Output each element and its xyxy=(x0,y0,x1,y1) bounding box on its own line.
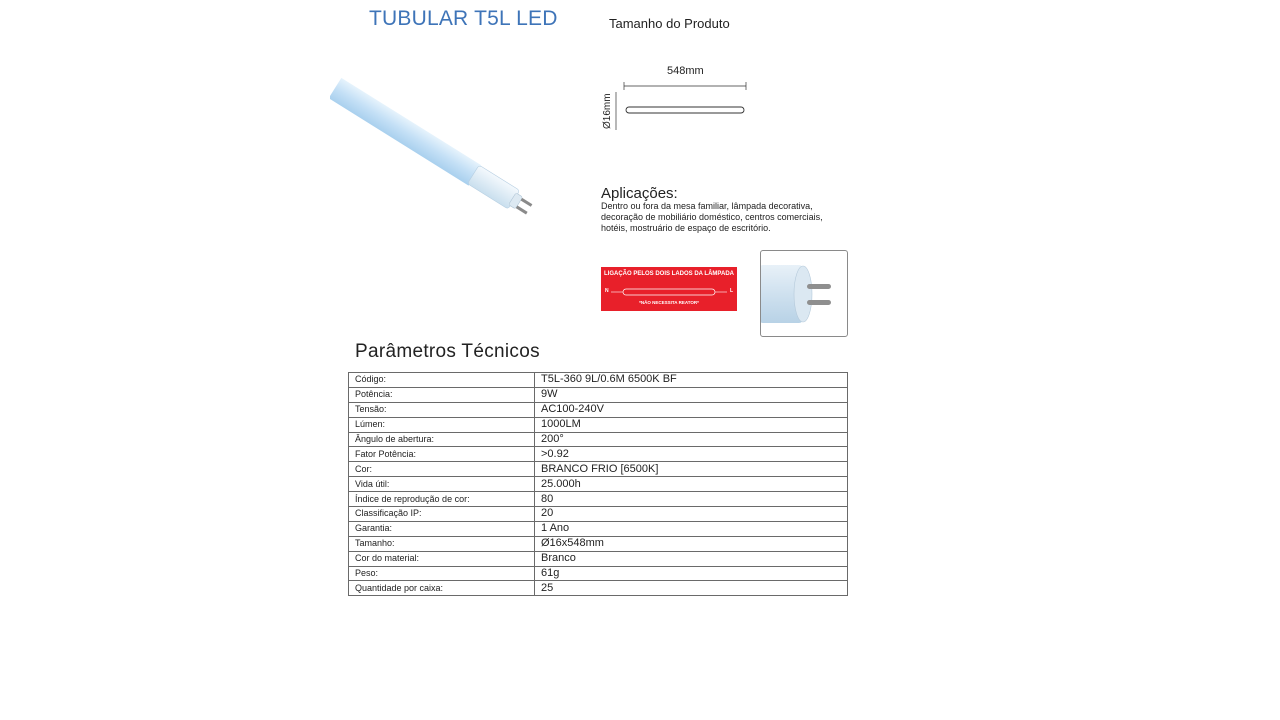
table-row xyxy=(349,551,848,566)
spec-value: 25 xyxy=(535,581,848,596)
table-row xyxy=(349,387,848,402)
wiring-label xyxy=(601,267,737,311)
length-label: 548mm xyxy=(667,65,704,77)
applications-heading: Aplicações: xyxy=(601,185,678,202)
spec-label: Cor do material: xyxy=(349,551,535,566)
spec-label: Ângulo de abertura: xyxy=(349,432,535,447)
spec-label: Quantidade por caixa: xyxy=(349,581,535,596)
spec-value: Branco xyxy=(535,551,848,566)
applications-text: Dentro ou fora da mesa familiar, lâmpada decorativa, decoração de mobiliário doméstico, centros comerciais, hotéis, mostruário de espaço de escritório. xyxy=(601,201,823,233)
spec-value: AC100-240V xyxy=(535,402,848,417)
table-row xyxy=(349,581,848,596)
spec-label: Cor: xyxy=(349,462,535,477)
table-row xyxy=(349,507,848,522)
params-heading: Parâmetros Técnicos xyxy=(355,341,540,362)
spec-label: Classificação IP: xyxy=(349,507,535,522)
spec-label: Código: xyxy=(349,373,535,388)
spec-value: 80 xyxy=(535,492,848,507)
tube-end-icon xyxy=(761,251,847,336)
spec-value: BRANCO FRIO [6500K] xyxy=(535,462,848,477)
spec-label: Vida útil: xyxy=(349,477,535,492)
table-row xyxy=(349,373,848,388)
spec-label: Tamanho: xyxy=(349,536,535,551)
spec-label: Garantia: xyxy=(349,521,535,536)
table-row xyxy=(349,477,848,492)
diameter-label: Ø16mm xyxy=(602,93,613,129)
spec-value: 1 Ano xyxy=(535,521,848,536)
table-row xyxy=(349,432,848,447)
tube-product-image xyxy=(330,70,570,230)
spec-value: 20 xyxy=(535,507,848,522)
wiring-line: L xyxy=(729,288,733,294)
spec-value: 25.000h xyxy=(535,477,848,492)
table-row xyxy=(349,566,848,581)
dimension-diagram xyxy=(612,80,752,135)
tube-end-closeup xyxy=(760,250,848,337)
spec-value: T5L-360 9L/0.6M 6500K BF xyxy=(535,373,848,388)
spec-value: Ø16x548mm xyxy=(535,536,848,551)
spec-value: >0.92 xyxy=(535,447,848,462)
product-title: TUBULAR T5L LED xyxy=(369,7,558,30)
table-row xyxy=(349,462,848,477)
table-row xyxy=(349,536,848,551)
spec-label: Peso: xyxy=(349,566,535,581)
table-row xyxy=(349,402,848,417)
table-row xyxy=(349,417,848,432)
spec-label: Tensão: xyxy=(349,402,535,417)
table-row xyxy=(349,492,848,507)
spec-value: 61g xyxy=(535,566,848,581)
wiring-note: *NÃO NECESSITA REATOR* xyxy=(639,300,699,305)
spec-label: Lúmen: xyxy=(349,417,535,432)
spec-label: Potência: xyxy=(349,387,535,402)
size-heading: Tamanho do Produto xyxy=(609,16,730,31)
spec-label: Fator Potência: xyxy=(349,447,535,462)
table-row xyxy=(349,447,848,462)
table-row xyxy=(349,521,848,536)
spec-table xyxy=(348,372,848,596)
spec-label: Índice de reprodução de cor: xyxy=(349,492,535,507)
spec-value: 1000LM xyxy=(535,417,848,432)
wiring-neutral: N xyxy=(605,288,609,294)
spec-value: 200° xyxy=(535,432,848,447)
wiring-title: LIGAÇÃO PELOS DOIS LADOS DA LÂMPADA xyxy=(603,271,734,277)
spec-value: 9W xyxy=(535,387,848,402)
wiring-tube-icon xyxy=(611,287,727,297)
